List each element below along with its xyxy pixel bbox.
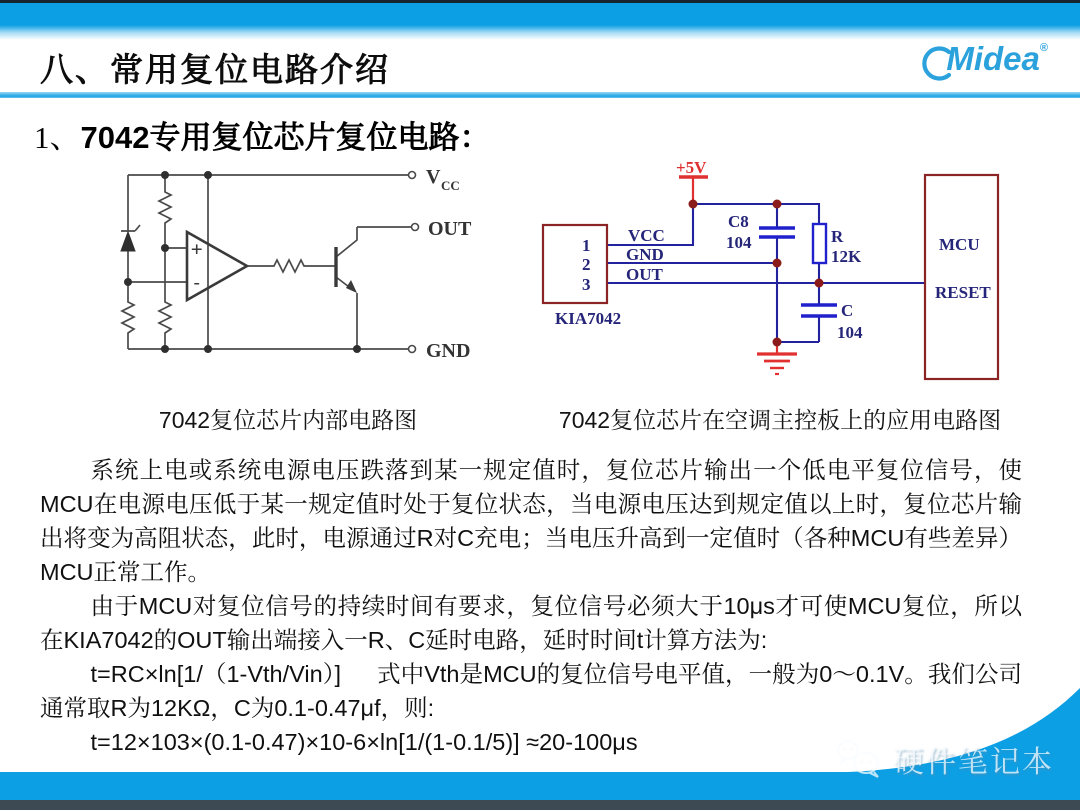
terminal-pins [409,172,419,353]
subtitle-number: 1、 [34,120,81,155]
mcu-label: MCU [939,235,980,254]
midea-logo-text: Midea [946,40,1040,77]
terminal-vcc-label: V [426,166,441,188]
c8-label: C8 [728,212,749,231]
r-value-label: 12K [831,247,862,266]
wire-gnd-label: GND [626,245,664,264]
top-blue-band [0,3,1080,40]
terminal-out-label: OUT [428,218,472,240]
page-title: 八、常用复位电路介绍 [40,53,390,89]
paragraph-1: 系统上电或系统电源电压跌落到某一规定值时，复位芯片输出一个低电平复位信号，使MCU在电源电压低于某一规定值时处于复位状态，当电源电压达到规定值以上时，复位芯片输出将变为高阻状态，此时，电源通过R对C充电；当电压升高到一定值时（各种MCU有些差异）MCU正常工作。 [40,457,1022,585]
r-label: R [831,227,844,246]
wire-vcc-label: VCC [628,226,665,245]
terminal-gnd-label: GND [426,340,471,362]
mcu-box [925,175,998,379]
emitter-arrow [346,280,357,293]
wechat-icon [835,739,887,779]
left-figure-caption: 7042复位芯片内部电路图 [158,407,418,433]
subtitle-text: 7042专用复位芯片复位电路： [80,120,491,155]
kia7042-chip-box [543,225,607,303]
bottom-dark-strip [0,800,1080,810]
chip-pin3: 3 [582,275,591,294]
section-subtitle [34,112,490,157]
zener-diode [121,232,135,251]
registered-mark: ® [1039,42,1048,54]
c-label: C [841,301,854,320]
wire-out-label: OUT [626,265,663,284]
right-figure-caption: 7042复位芯片在空调主控板上的应用电路图 [558,407,1002,433]
terminal-vcc-sub-label: CC [441,178,460,193]
formula-explanation: 式中Vth是MCU的复位信号电平值，一般为0～0.1V。我们公司通常取R为12KΩ，C为0.1-0.47μf，则: [40,661,1023,721]
watermark [835,737,1054,781]
opamp-minus-input: - [191,272,203,294]
internal-circuit-diagram [90,152,510,400]
chip-pin1: 1 [582,236,591,255]
rc-components [759,224,837,316]
chip-pin2: 2 [582,255,591,274]
junction-dots [689,200,824,347]
paragraph-4-formula: t=12×103×(0.1-0.47)×10-6×ln[1/(1-0.1/5)] ≈20-100μs [90,729,638,755]
application-circuit-diagram [530,140,1010,398]
watermark-text: 硬件笔记本 [894,746,1054,779]
formula-t-rc: t=RC×ln[1/（1-Vth/Vin）] [90,661,342,687]
supply-5v-label: +5V [676,158,707,177]
c8-value-label: 104 [726,233,752,252]
midea-logo [916,40,1048,86]
paragraph-2: 由于MCU对复位信号的持续时间有要求，复位信号必须大于10μs才可使MCU复位，所以在KIA7042的OUT输出端接入一R、C延时电路，延时时间t计算方法为: [40,593,1022,653]
title-divider [0,92,1080,98]
mcu-reset-label: RESET [935,283,991,302]
opamp-plus-input: + [191,238,203,260]
c-value-label: 104 [837,323,863,342]
chip-name-label: KIA7042 [555,309,622,328]
ground-symbol [757,342,797,374]
